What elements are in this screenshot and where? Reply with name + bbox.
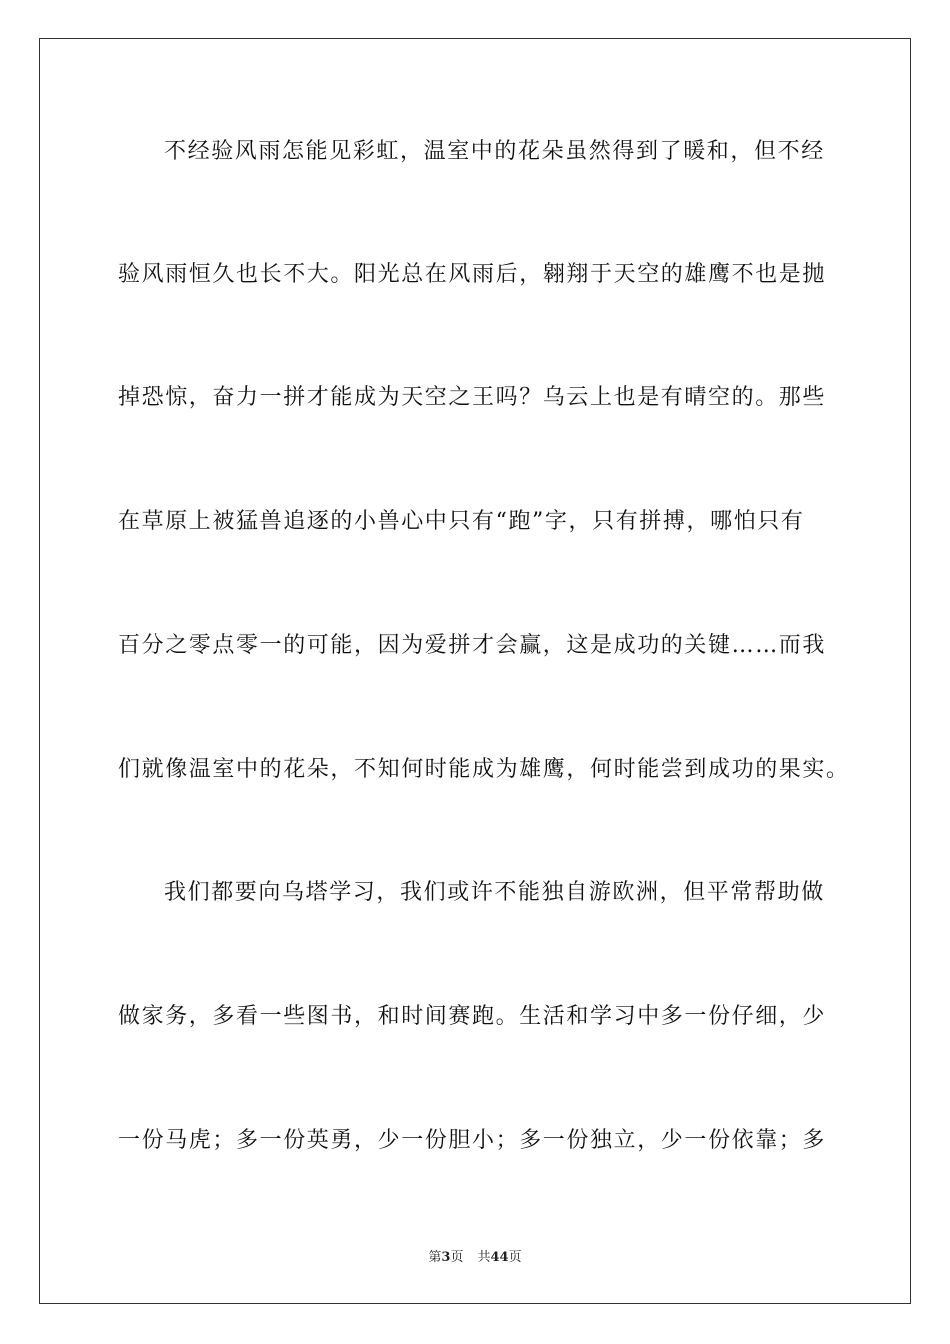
total-label-suffix: 页 bbox=[508, 1250, 522, 1265]
paragraph-1-line-1: 不经验风雨怎能见彩虹，温室中的花朵虽然得到了暖和，但不经 bbox=[164, 139, 825, 164]
paragraph-1-line-6: 们就像温室中的花朵，不知何时能成为雄鹰，何时能尝到成功的果实。 bbox=[118, 757, 850, 782]
paragraph-1-line-4: 在草原上被猛兽追逐的小兽心中只有“跑”字，只有拼搏，哪怕只有 bbox=[118, 509, 805, 534]
paragraph-2-line-3: 一份马虎；多一份英勇，少一份胆小；多一份独立，少一份依靠；多 bbox=[118, 1128, 827, 1153]
paragraph-1-line-2: 验风雨恒久也长不大。阳光总在风雨后，翱翔于天空的雄鹰不也是抛 bbox=[118, 262, 827, 287]
page-border bbox=[39, 38, 911, 1304]
page-footer bbox=[0, 1249, 950, 1267]
total-label-prefix: 共 bbox=[477, 1250, 491, 1265]
paragraph-2-line-1: 我们都要向乌塔学习，我们或许不能独自游欧洲，但平常帮助做 bbox=[164, 880, 825, 905]
page-label-suffix: 页 bbox=[450, 1250, 464, 1265]
current-page-number: 3 bbox=[441, 1250, 451, 1265]
total-page-count: 44 bbox=[490, 1250, 509, 1265]
paragraph-1-line-5: 百分之零点零一的可能，因为爱拼才会赢，这是成功的关键……而我 bbox=[118, 633, 827, 658]
paragraph-1-line-3: 掉恐惊，奋力一拼才能成为天空之王吗？乌云上也是有晴空的。那些 bbox=[118, 385, 827, 410]
paragraph-2-line-2: 做家务，多看一些图书，和时间赛跑。生活和学习中多一份仔细，少 bbox=[118, 1004, 827, 1029]
page-label-prefix: 第 bbox=[428, 1250, 442, 1265]
